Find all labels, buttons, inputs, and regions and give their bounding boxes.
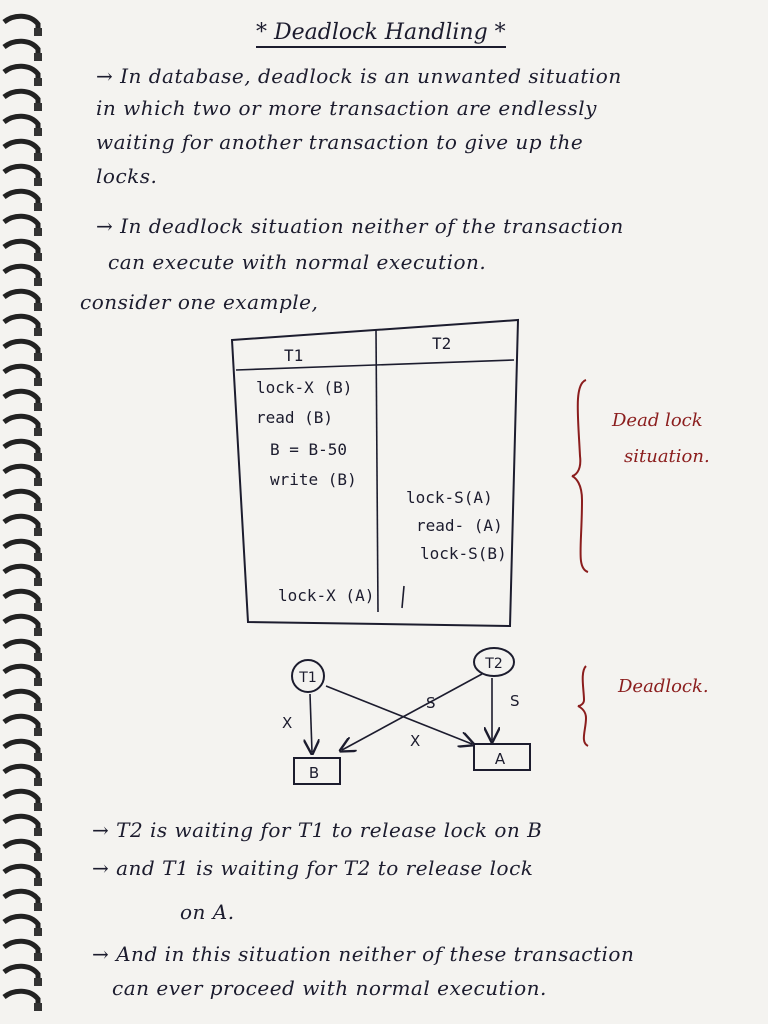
binding-hole (34, 553, 42, 561)
binding-ring (4, 66, 38, 82)
binding-hole (34, 853, 42, 861)
header-t1: T1 (284, 346, 304, 365)
node-b (294, 758, 340, 784)
header-t2: T2 (432, 334, 452, 353)
binding-ring (4, 891, 38, 907)
conclusion-line-4: → And in this situation neither of these transaction (92, 942, 635, 966)
binding-ring (4, 166, 38, 182)
binding-ring (4, 291, 38, 307)
binding-hole (34, 603, 42, 611)
binding-hole (34, 353, 42, 361)
binding-hole (34, 53, 42, 61)
binding-ring (4, 491, 38, 507)
binding-hole (34, 503, 42, 511)
binding-hole (34, 903, 42, 911)
spiral-binding (0, 0, 48, 1024)
binding-ring (4, 441, 38, 457)
binding-ring (4, 541, 38, 557)
t1-op-3: B = B-50 (270, 440, 348, 459)
binding-hole (34, 228, 42, 236)
binding-hole (34, 753, 42, 761)
binding-ring (4, 591, 38, 607)
edge-t1-a (326, 686, 472, 744)
binding-ring (4, 391, 38, 407)
binding-ring (4, 641, 38, 657)
node-a (474, 744, 530, 770)
binding-hole (34, 978, 42, 986)
binding-hole (34, 578, 42, 586)
binding-ring (4, 741, 38, 757)
binding-hole (34, 878, 42, 886)
binding-ring (4, 216, 38, 232)
binding-hole (34, 178, 42, 186)
p2-line-1: → In deadlock situation neither of the transaction (96, 214, 624, 238)
binding-hole (34, 28, 42, 36)
binding-hole (34, 328, 42, 336)
binding-ring (4, 941, 38, 957)
binding-hole (34, 678, 42, 686)
binding-hole (34, 378, 42, 386)
binding-ring (4, 791, 38, 807)
node-t2-label: T2 (485, 656, 503, 672)
binding-hole (34, 303, 42, 311)
t2-op-2: read- (A) (416, 516, 503, 535)
binding-hole (34, 253, 42, 261)
t1-op-4: write (B) (270, 470, 357, 489)
edge-label-t2-a: S (510, 692, 520, 710)
deadlock-label: Deadlock. (618, 676, 709, 697)
binding-ring (4, 966, 38, 982)
binding-ring (4, 866, 38, 882)
node-a-label: A (494, 750, 506, 768)
binding-ring (4, 691, 38, 707)
binding-hole (34, 128, 42, 136)
binding-hole (34, 653, 42, 661)
p2-line-2: can execute with normal execution. (108, 250, 487, 274)
edge-t1-b (310, 694, 312, 752)
binding-hole (34, 1003, 42, 1011)
t1-op-last: lock-X (A) (278, 586, 375, 605)
binding-ring (4, 116, 38, 132)
p1-line-2: in which two or more transaction are endlessly (96, 96, 597, 120)
binding-hole (34, 778, 42, 786)
binding-ring (4, 241, 38, 257)
binding-ring (4, 341, 38, 357)
binding-ring (4, 841, 38, 857)
deadlock-situation-label-1: Dead lock (612, 410, 703, 431)
edge-label-t1-b: X (282, 714, 293, 732)
table-brace (568, 376, 608, 576)
binding-ring (4, 716, 38, 732)
page-title: * Deadlock Handling * (256, 20, 506, 45)
wait-for-graph (260, 640, 560, 800)
conclusion-line-5: can ever proceed with normal execution. (112, 976, 547, 1000)
binding-hole (34, 278, 42, 286)
t1-op-2: read (B) (256, 408, 334, 427)
schedule-table (228, 316, 520, 628)
binding-ring (4, 316, 38, 332)
binding-ring (4, 191, 38, 207)
binding-ring (4, 16, 38, 32)
p1-line-1: → In database, deadlock is an unwanted situation (96, 64, 622, 88)
binding-ring (4, 466, 38, 482)
edge-label-t1-a: X (410, 732, 421, 750)
binding-ring (4, 41, 38, 57)
binding-ring (4, 416, 38, 432)
binding-ring (4, 616, 38, 632)
binding-hole (34, 103, 42, 111)
binding-hole (34, 478, 42, 486)
binding-hole (34, 728, 42, 736)
binding-hole (34, 153, 42, 161)
edge-label-t2-b: S (426, 694, 436, 712)
example-intro: consider one example, (80, 290, 319, 314)
binding-ring (4, 91, 38, 107)
binding-hole (34, 828, 42, 836)
binding-hole (34, 528, 42, 536)
binding-ring (4, 666, 38, 682)
binding-hole (34, 403, 42, 411)
t1-op-1: lock-X (B) (256, 378, 353, 397)
binding-hole (34, 953, 42, 961)
binding-hole (34, 453, 42, 461)
deadlock-situation-label-2: situation. (624, 446, 710, 467)
conclusion-line-1: → T2 is waiting for T1 to release lock on B (92, 818, 543, 842)
binding-hole (34, 803, 42, 811)
binding-ring (4, 991, 38, 1007)
node-t1-label: T1 (299, 670, 317, 686)
binding-ring (4, 141, 38, 157)
p1-line-3: waiting for another transaction to give up the (96, 130, 584, 154)
binding-hole (34, 428, 42, 436)
conclusion-line-3: on A. (180, 900, 235, 924)
t2-op-1: lock-S(A) (406, 488, 493, 507)
binding-hole (34, 703, 42, 711)
binding-hole (34, 203, 42, 211)
node-t2 (474, 648, 514, 676)
binding-ring (4, 816, 38, 832)
node-t1 (292, 660, 324, 692)
binding-ring (4, 516, 38, 532)
t2-op-3: lock-S(B) (420, 544, 507, 563)
binding-hole (34, 628, 42, 636)
p1-line-4: locks. (96, 164, 158, 188)
graph-brace (574, 664, 604, 748)
binding-ring (4, 366, 38, 382)
binding-hole (34, 928, 42, 936)
conclusion-line-2: → and T1 is waiting for T2 to release lock (92, 856, 534, 880)
binding-ring (4, 766, 38, 782)
node-b-label: B (308, 764, 320, 782)
binding-ring (4, 916, 38, 932)
binding-ring (4, 566, 38, 582)
binding-ring (4, 266, 38, 282)
binding-hole (34, 78, 42, 86)
